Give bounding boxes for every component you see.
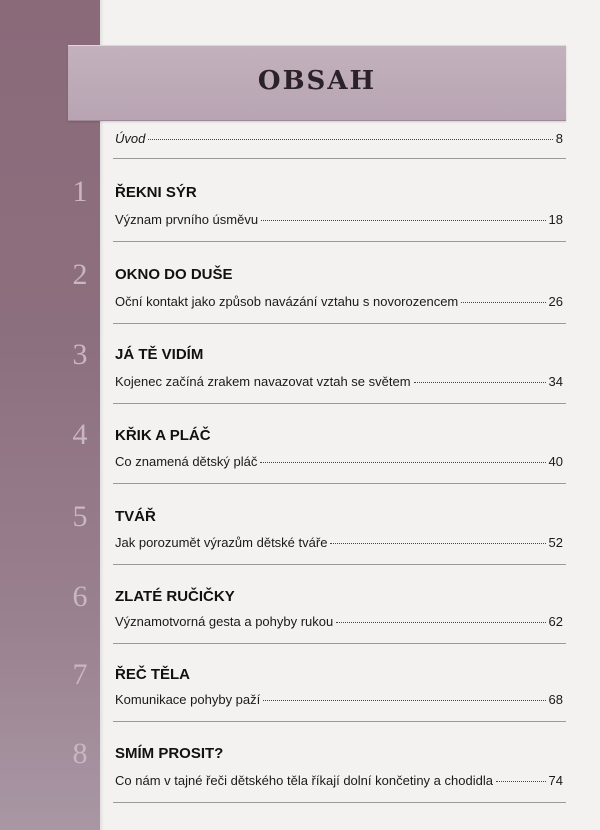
chapter-heading: JÁ TĚ VIDÍM [115, 346, 204, 363]
chapter-number: 1 [72, 175, 88, 208]
leader-dots [330, 543, 545, 544]
toc-entry[interactable] [115, 212, 563, 230]
toc-entry[interactable] [115, 374, 563, 392]
toc-entry-page: 8 [555, 131, 563, 146]
section-divider [113, 643, 566, 644]
sidebar-edge [100, 0, 104, 830]
sidebar-band [0, 0, 100, 830]
chapter-heading: ŘEČ TĚLA [115, 666, 190, 683]
section-divider [113, 721, 566, 722]
section-divider [113, 403, 566, 404]
section-divider [113, 564, 566, 565]
toc-entry-page: 68 [548, 692, 563, 707]
toc-entry-label: Co znamená dětský pláč [115, 454, 258, 469]
toc-entry-label: Oční kontakt jako způsob navázání vztahu s novorozencem [115, 294, 459, 309]
chapter-number: 8 [72, 737, 88, 770]
chapter-heading: SMÍM PROSIT? [115, 745, 224, 762]
toc-entry[interactable] [115, 773, 563, 791]
leader-dots [336, 622, 545, 623]
title-band [68, 45, 566, 121]
leader-dots [414, 382, 546, 383]
toc-entry-label: Úvod [115, 131, 146, 146]
section-divider [113, 802, 566, 803]
toc-entry[interactable] [115, 692, 563, 710]
section-divider [113, 483, 566, 484]
page-title: OBSAH [257, 66, 377, 96]
toc-entry[interactable] [115, 535, 563, 553]
section-divider [113, 158, 566, 159]
leader-dots [148, 139, 552, 140]
section-divider [113, 323, 566, 324]
chapter-number: 5 [72, 500, 88, 533]
chapter-heading: OKNO DO DUŠE [115, 266, 233, 283]
leader-dots [261, 220, 545, 221]
toc-entry-page: 74 [548, 773, 563, 788]
chapter-number: 6 [72, 580, 88, 613]
chapter-number: 7 [72, 658, 88, 691]
toc-entry-label: Významotvorná gesta a pohyby rukou [115, 614, 334, 629]
toc-entry-page: 18 [548, 212, 563, 227]
chapter-heading: ZLATÉ RUČIČKY [115, 588, 235, 605]
section-divider [113, 241, 566, 242]
chapter-heading: ŘEKNI SÝR [115, 184, 197, 201]
toc-entry-page: 34 [548, 374, 563, 389]
leader-dots [260, 462, 545, 463]
toc-entry-page: 62 [548, 614, 563, 629]
chapter-heading: KŘIK A PLÁČ [115, 427, 211, 444]
toc-entry-label: Komunikace pohyby paží [115, 692, 261, 707]
chapter-heading: TVÁŘ [115, 508, 156, 525]
toc-entry-page: 52 [548, 535, 563, 550]
leader-dots [461, 302, 545, 303]
toc-entry-intro[interactable] [115, 131, 563, 149]
toc-entry-page: 26 [548, 294, 563, 309]
toc-entry-label: Význam prvního úsměvu [115, 212, 259, 227]
toc-entry-label: Co nám v tajné řeči dětského těla říkají dolní končetiny a chodidla [115, 773, 493, 788]
leader-dots [496, 781, 546, 782]
chapter-number: 2 [72, 258, 88, 291]
toc-entry[interactable] [115, 614, 563, 632]
toc-entry-label: Kojenec začíná zrakem navazovat vztah se světem [115, 374, 411, 389]
toc-entry-label: Jak porozumět výrazům dětské tváře [115, 535, 328, 550]
chapter-number: 4 [72, 418, 88, 451]
toc-entry-page: 40 [548, 454, 563, 469]
toc-entry[interactable] [115, 454, 563, 472]
leader-dots [263, 700, 545, 701]
toc-entry[interactable] [115, 294, 563, 312]
chapter-number: 3 [72, 338, 88, 371]
